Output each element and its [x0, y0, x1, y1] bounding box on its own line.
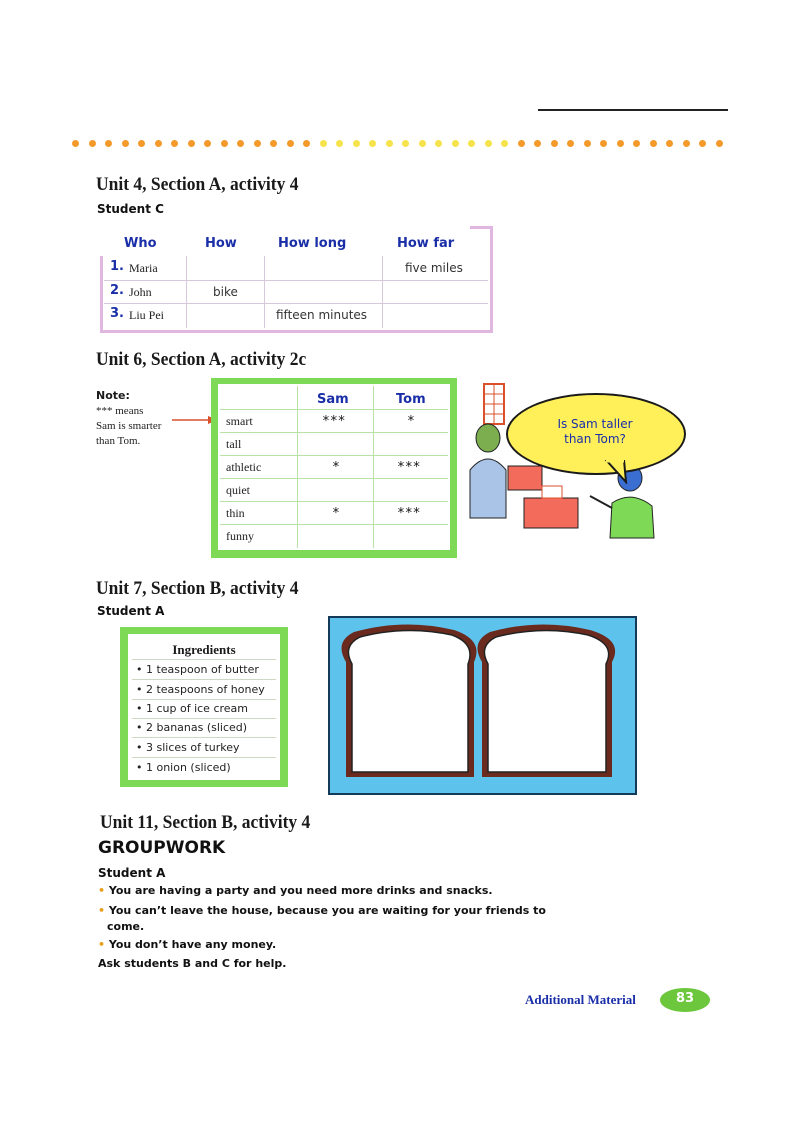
table-row-line	[220, 478, 448, 479]
note-line: Sam is smarter	[96, 420, 162, 432]
unit4-who-cell: John	[129, 285, 152, 299]
table-row-line	[220, 501, 448, 502]
table-row-line	[220, 455, 448, 456]
ingredient-item: • 1 cup of ice cream	[136, 702, 248, 715]
task-bullet-text: You don’t have any money.	[108, 938, 277, 951]
closing-instruction: Ask students B and C for help.	[98, 957, 287, 970]
table-row-line	[220, 432, 448, 433]
divider-dot	[369, 140, 376, 147]
divider-dot	[633, 140, 640, 147]
unit4-how-cell: bike	[213, 285, 238, 299]
ingredients-rule	[132, 659, 276, 660]
divider-dot	[386, 140, 393, 147]
divider-dot	[518, 140, 525, 147]
task-bullet-text: You can’t leave the house, because you are waiting for your friends to	[108, 904, 546, 917]
divider-dot	[105, 140, 112, 147]
unit4-who-cell: Liu Pei	[129, 308, 164, 322]
divider-dot	[452, 140, 459, 147]
adjective-cell: athletic	[226, 460, 262, 474]
bullet-dot-icon: •	[98, 904, 109, 917]
tom-rating: *	[407, 414, 415, 429]
divider-dot	[320, 140, 327, 147]
divider-dot	[221, 140, 228, 147]
divider-dot	[122, 140, 129, 147]
divider-dot	[287, 140, 294, 147]
unit4-how-long-cell: fifteen minutes	[276, 308, 368, 322]
divider-dot	[567, 140, 574, 147]
divider-dot	[551, 140, 558, 147]
ingredient-item: • 2 bananas (sliced)	[136, 721, 248, 734]
unit4-table-border-left	[100, 256, 103, 332]
unit11-title: Unit 11, Section B, activity 4	[100, 812, 311, 833]
divider-dot	[138, 140, 145, 147]
divider-dot	[534, 140, 541, 147]
task-bullet-text: You are having a party and you need more drinks and snacks.	[108, 884, 493, 897]
footer-section-label: Additional Material	[525, 992, 636, 1007]
unit4-row-line	[104, 280, 488, 281]
unit4-row-number: 1.	[110, 259, 124, 274]
bullet-dot-icon: •	[98, 884, 109, 897]
bubble-line: Is Sam taller	[557, 417, 633, 431]
ingredient-item: • 1 onion (sliced)	[136, 761, 231, 774]
task-bullet	[98, 938, 276, 951]
ingredient-item: • 1 teaspoon of butter	[136, 663, 259, 676]
tom-rating: ***	[397, 460, 421, 475]
dotted-divider	[72, 134, 732, 148]
unit7-student-label: Student A	[97, 604, 165, 618]
ingredients-rule	[132, 757, 276, 758]
ingredient-item: • 2 teaspoons of honey	[136, 683, 265, 696]
tom-rating: ***	[397, 506, 421, 521]
unit4-header-who: Who	[124, 236, 157, 251]
top-rule	[538, 109, 728, 111]
note-line: than Tom.	[96, 435, 141, 447]
divider-dot	[188, 140, 195, 147]
unit4-header-how: How	[205, 236, 237, 251]
speech-bubble-tail	[600, 460, 630, 484]
unit4-student-label: Student C	[97, 202, 164, 216]
ingredient-item: • 3 slices of turkey	[136, 741, 240, 754]
adjective-cell: tall	[226, 437, 242, 451]
divider-dot	[600, 140, 607, 147]
bread-slices-illustration	[334, 622, 630, 787]
unit4-who-cell: Maria	[129, 261, 158, 275]
unit4-header-how-long: How long	[278, 236, 347, 251]
unit6-title: Unit 6, Section A, activity 2c	[96, 349, 307, 370]
ingredients-rule	[132, 699, 276, 700]
table-row-line	[220, 409, 448, 410]
note-title: Note:	[96, 389, 130, 402]
unit4-row-line	[104, 303, 488, 304]
adjective-cell: funny	[226, 529, 254, 543]
divider-dot	[468, 140, 475, 147]
adjective-cell: smart	[226, 414, 253, 428]
divider-dot	[683, 140, 690, 147]
adjective-cell: quiet	[226, 483, 250, 497]
groupwork-heading: GROUPWORK	[98, 838, 226, 858]
ingredients-rule	[132, 718, 276, 719]
task-bullet	[98, 884, 493, 897]
divider-dot	[254, 140, 261, 147]
unit4-how-far-cell: five miles	[405, 261, 463, 275]
sam-rating: *	[332, 460, 340, 475]
sam-rating: ***	[322, 414, 346, 429]
ingredients-rule	[132, 737, 276, 738]
divider-dot	[699, 140, 706, 147]
divider-dot	[336, 140, 343, 147]
speech-bubble-text	[530, 417, 660, 447]
task-bullet	[98, 904, 546, 917]
table-row-line	[220, 524, 448, 525]
unit4-title: Unit 4, Section A, activity 4	[96, 174, 299, 195]
unit4-col-line	[186, 256, 187, 328]
task-bullet-continuation: come.	[107, 920, 145, 933]
divider-dot	[204, 140, 211, 147]
divider-dot	[303, 140, 310, 147]
divider-dot	[666, 140, 673, 147]
divider-dot	[155, 140, 162, 147]
unit4-col-line	[382, 256, 383, 328]
divider-dot	[435, 140, 442, 147]
divider-dot	[716, 140, 723, 147]
divider-dot	[237, 140, 244, 147]
divider-dot	[72, 140, 79, 147]
note-line: *** means	[96, 405, 144, 417]
sam-rating: *	[332, 506, 340, 521]
unit4-header-how-far: How far	[397, 236, 455, 251]
divider-dot	[171, 140, 178, 147]
bullet-dot-icon: •	[98, 938, 109, 951]
bubble-line: than Tom?	[564, 432, 626, 446]
unit4-row-number: 3.	[110, 306, 124, 321]
unit4-table-border-top	[470, 226, 492, 229]
divider-dot	[650, 140, 657, 147]
divider-dot	[89, 140, 96, 147]
ingredients-title: Ingredients	[172, 642, 236, 657]
divider-dot	[402, 140, 409, 147]
divider-dot	[485, 140, 492, 147]
divider-dot	[501, 140, 508, 147]
page-number: 83	[675, 991, 695, 1006]
divider-dot	[270, 140, 277, 147]
unit11-student-label: Student A	[98, 866, 166, 880]
unit4-row-number: 2.	[110, 283, 124, 298]
unit4-col-line	[264, 256, 265, 328]
divider-dot	[617, 140, 624, 147]
divider-dot	[584, 140, 591, 147]
adjective-cell: thin	[226, 506, 245, 520]
divider-dot	[353, 140, 360, 147]
divider-dot	[419, 140, 426, 147]
header-sam: Sam	[317, 392, 349, 407]
unit7-title: Unit 7, Section B, activity 4	[96, 578, 299, 599]
ingredients-rule	[132, 679, 276, 680]
header-tom: Tom	[396, 392, 426, 407]
